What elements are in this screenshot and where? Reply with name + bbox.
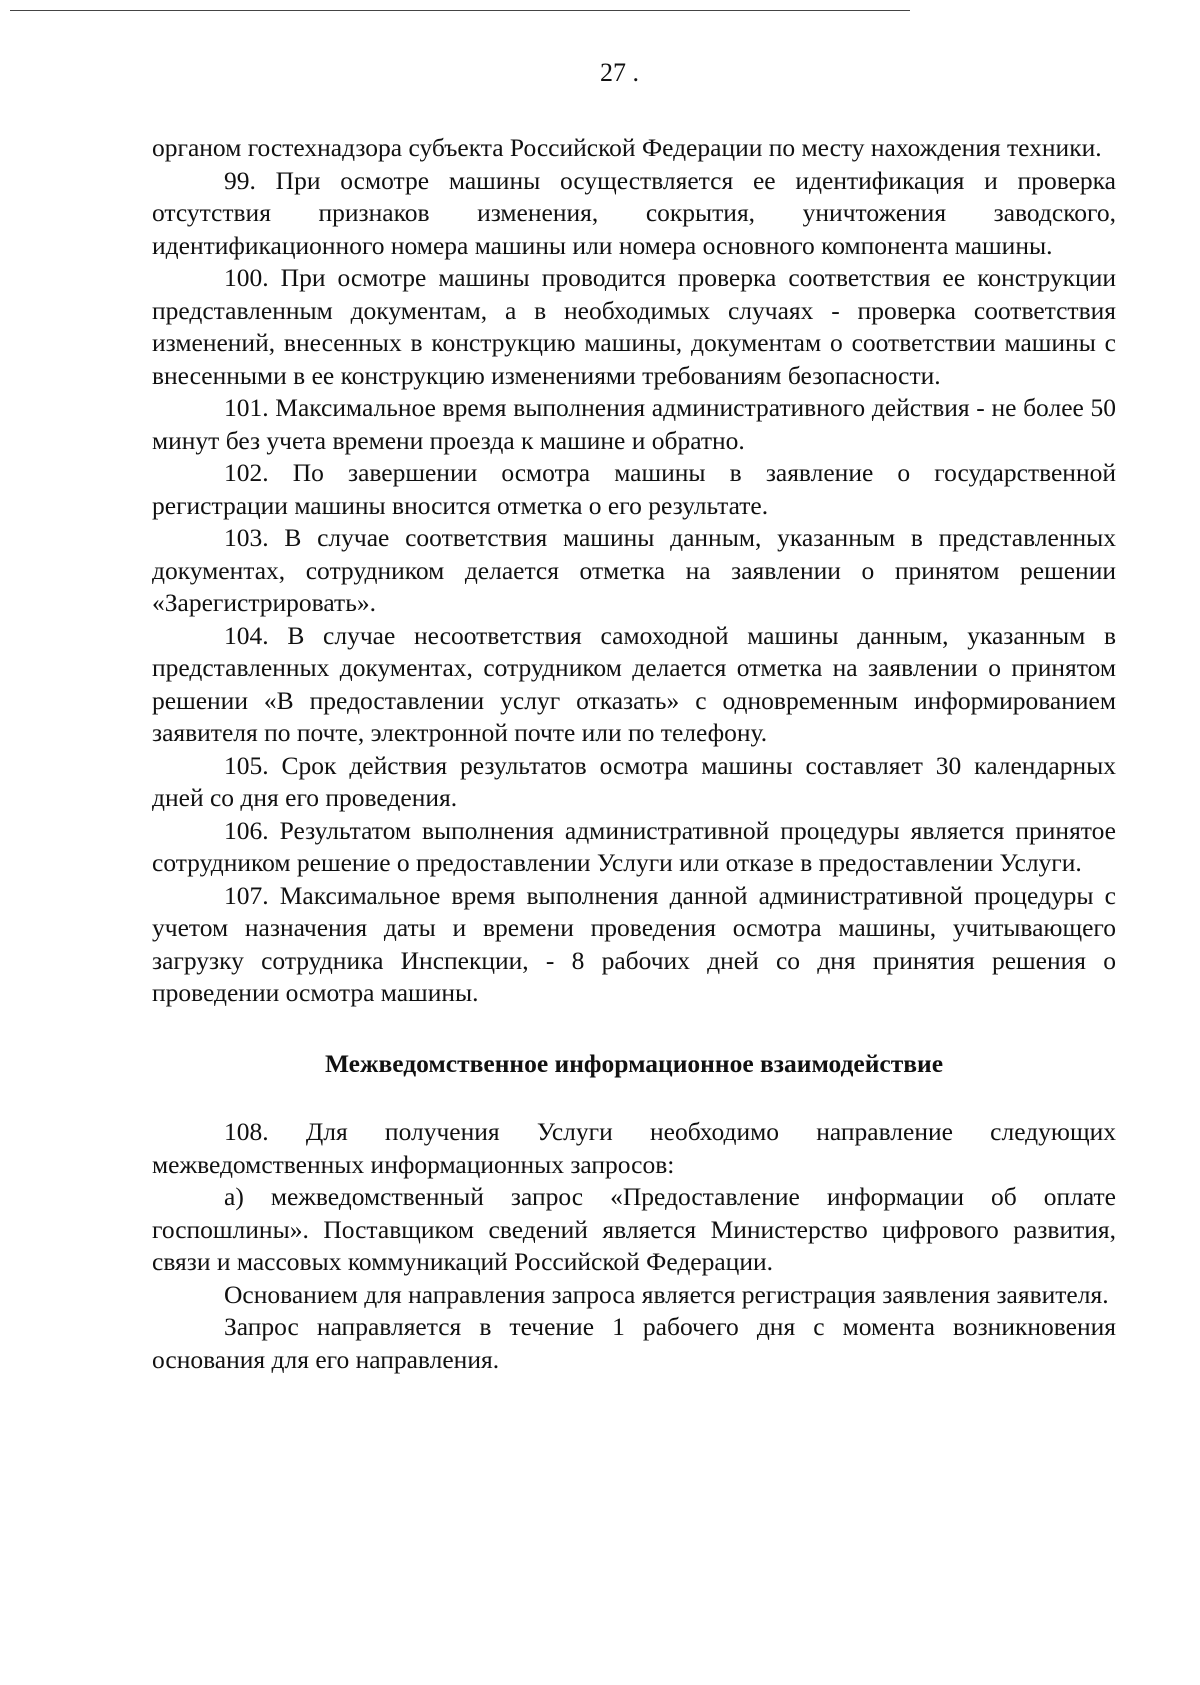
paragraph-105: 105. Срок действия результатов осмотра машины составляет 30 календарных дней со дня его проведения.: [152, 750, 1116, 812]
paragraph-continuation: органом гостехнадзора субъекта Российской Федерации по месту нахождения техники.: [152, 133, 1102, 162]
paragraph-104: 104. В случае несоответствия самоходной машины данным, указанным в представленных документах, сотрудником делается отметка на заявлении о принятом решении «В предоставлении услуг отказать» с одновременным информированием заявителя по почте, электронной почте или по телефону.: [152, 620, 1116, 747]
paragraph-103: 103. В случае соответствия машины данным, указанным в представленных документах, сотрудником делается отметка на заявлении о принятом решении «Зарегистрировать».: [152, 523, 1116, 617]
paragraph-102: 102. По завершении осмотра машины в заявление о государственной регистрации машины вносится отметка о его результате.: [152, 458, 1116, 520]
paragraph-100: 100. При осмотре машины проводится проверка соответствия ее конструкции представленным документам, а в необходимых случаях - проверка соответствия изменений, внесенных в конструкцию машины, документам о соответствии машины с внесенными в ее конструкцию изменениями требованиям безопасности.: [152, 263, 1116, 390]
top-rule: [10, 10, 910, 11]
document-body: [152, 132, 1116, 1376]
paragraph-106: 106. Результатом выполнения административной процедуры является принятое сотрудником решение о предоставлении Услуги или отказе в предоставлении Услуги.: [152, 815, 1116, 877]
page-number: 27 .: [600, 58, 639, 87]
paragraph-request-timing: Запрос направляется в течение 1 рабочего дня с момента возникновения основания для его направления.: [152, 1312, 1116, 1374]
section-heading: Межведомственное информационное взаимодействие: [324, 1048, 944, 1078]
paragraph-108-a: а) межведомственный запрос «Предоставление информации об оплате госпошлины». Поставщиком сведений является Министерство цифрового развития, связи и массовых коммуникаций Российской Федерации.: [152, 1182, 1116, 1276]
paragraph-101: 101. Максимальное время выполнения административного действия - не более 50 минут без учета времени проезда к машине и обратно.: [152, 393, 1116, 455]
paragraph-108: 108. Для получения Услуги необходимо направление следующих межведомственных информационных запросов:: [152, 1117, 1116, 1179]
paragraph-99: 99. При осмотре машины осуществляется ее идентификация и проверка отсутствия признаков изменения, сокрытия, уничтожения заводского, идентификационного номера машины или номера основного компонента машины.: [152, 165, 1116, 260]
paragraph-basis: Основанием для направления запроса является регистрация заявления заявителя.: [224, 1279, 1109, 1309]
paragraph-107: 107. Максимальное время выполнения данной административной процедуры с учетом назначения даты и времени проведения осмотра машины, учитывающего загрузку сотрудника Инспекции, - 8 рабочих дней со дня принятия решения о проведении осмотра машины.: [152, 880, 1116, 1007]
